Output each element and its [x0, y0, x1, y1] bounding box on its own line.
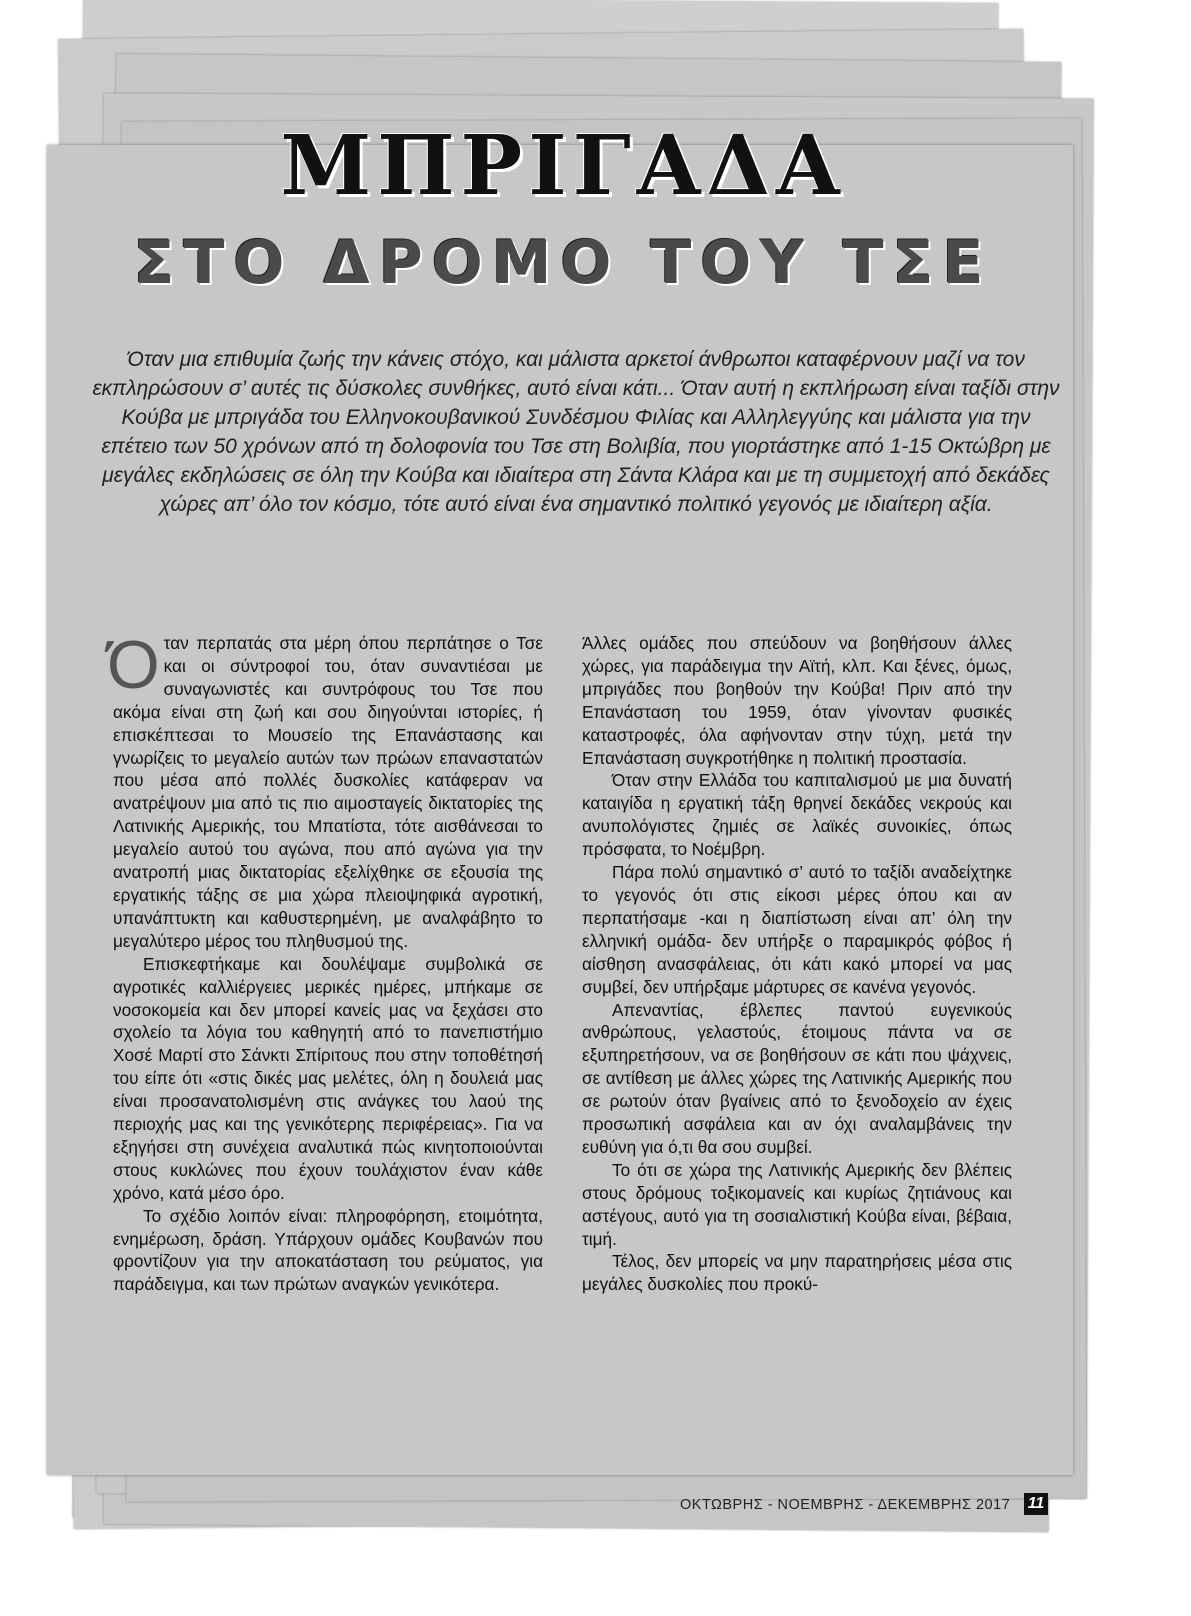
article-column-right [582, 632, 1012, 1296]
page-number: 11 [1024, 1493, 1048, 1515]
article-paragraph: Άλλες ομάδες που σπεύδουν να βοηθήσουν άλλες χώρες, για παράδειγμα την Αϊτή, κλπ. Και ξένες, όμως, μπριγάδες που βοηθούν την Κούβα! Πριν από την Επανάσταση του 1959, όταν γίνονταν φυσικές καταστροφές, όλα αφήνονταν στην τύχη, μετά την Επανάσταση συγκροτήθηκε η πολιτική προστασία. [582, 633, 1012, 768]
page-title: ΜΠΡΙΓΑΔΑ [280, 118, 846, 214]
article-paragraph [107, 627, 543, 953]
lead-paragraph: Όταν μια επιθυμία ζωής την κάνεις στόχο, και μάλιστα αρκετοί άνθρωποι καταφέρνουν μαζί να τον εκπληρώσουν σ’ αυτές τις δύσκολες συνθήκες, αυτό είναι κάτι... Όταν αυτή η εκπλήρωση είναι ταξίδι στην Κούβα με μπριγάδα του Ελληνοκουβανικού Συνδέσμου Φιλίας και Αλληλεγγύης και μάλιστα για την επέτειο των 50 χρόνων από τη δολοφονία του Τσε στη Βολιβία, που γιορτάστηκε από 1-15 Οκτώβρη με μεγάλες εκδηλώσεις σε όλη την Κούβα και ιδιαίτερα στη Σάντα Κλάρα και με τη συμμετοχή από δεκάδες χώρες απ’ όλο τον κόσμο, τότε αυτό είναι ένα σημαντικό πολιτικό γεγονός με ιδιαίτερη αξία. [92, 348, 1060, 516]
article-paragraph-text: ταν περπατάς στα μέρη όπου περπάτησε ο Τσε και οι σύντροφοί του, όταν συναντιέσαι με συναγωνιστές και συντρόφους του Τσε που ακόμα είναι στη ζωή και σου διηγούνται ιστορίες, ή επισκέπτεσαι το Μουσείο της Επανάστασης και γνωρίζεις το μεγαλείο αυτών των πρώων επαναστατών που μέσα από πολλές δυσκολίες κατάφεραν να ανατρέψουν μια από τις πιο αιμοσταγείς δικτατορίες της Λατινικής Αμερικής, του Μπατίστα, τότε αισθάνεσαι το μεγαλείο αυτού του αγώνα, που από αγώνα για την ανατροπή μιας δικτατορίας εξελίχθηκε σε εξουσία της εργατικής τάξης σε μια χώρα πλειοψηφικά αγροτική, υπανάπτυκτη και καθυστερημένη, με αναλφάβητο το μεγαλύτερο μέρος του πληθυσμού της. [113, 633, 543, 951]
article-paragraph: Επισκεφτήκαμε και δουλέψαμε συμβολικά σε αγροτικές καλλιέργειες μερικές ημέρες, μπήκαμε σε νοσοκομεία και δεν μπορεί κανείς μας να ξεχάσει στο σχολείο τα λόγια του καθηγητή από το πανεπιστήμιο Χοσέ Μαρτί στο Σάνκτι Σπίριτους που στην τοποθέτησή του είπε ότι «στις δικές μας μελέτες, όλη η δουλειά μας είναι προσανατολισμένη στις ανάγκες του λαού της περιοχής μας και της γενικότερης περιφέρειας». Για να εξηγήσει στη συνέχεια αναλυτικά πώς κινητοποιούνται στους κυκλώνες που έχουν τουλάχιστον έναν κάθε χρόνο, κατά μέσο όρο. [113, 953, 543, 1203]
article-paragraph: Απεναντίας, έβλεπες παντού ευγενικούς ανθρώπους, γελαστούς, έτοιμους πάντα να σε εξυπηρετήσουν, να σε βοηθήσουν σε κάτι που ψάχνεις, σε αντίθεση με άλλες χώρες της Λατινικής Αμερικής που σε ρωτούν όταν βγαίνεις από το ξενοδοχείο αν έχεις προσωπική ασφάλεια και αν όχι αναλαμβάνεις την ευθύνη για ό,τι θα σου συμβεί. [582, 999, 1012, 1157]
article-paragraph: Το σχέδιο λοιπόν είναι: πληροφόρηση, ετοιμότητα, ενημέρωση, δράση. Υπάρχουν ομάδες Κουβανών που φροντίζουν για την αποκατάσταση του ρεύματος, για παράδειγμα, και των πρώτων αναγκών γενικότερα. [113, 1205, 543, 1295]
issue-date: ΟΚΤΩΒΡΗΣ - ΝΟΕΜΒΡΗΣ - ΔΕΚΕΜΒΡΗΣ 2017 [680, 1497, 1011, 1513]
article-paragraph: Τέλος, δεν μπορείς να μην παρατηρήσεις μέσα στις μεγάλες δυσκολίες που προκύ- [582, 1251, 1012, 1295]
article-paragraph: Πάρα πολύ σημαντικό σ’ αυτό το ταξίδι αναδείχτηκε το γεγονός ότι στις είκοσι μέρες όπου και αν περπατήσαμε -και η διαπίστωση είναι απ’ όλη την ελληνική ομάδα- δεν υπήρξε ο παραμικρός φόβος ή αίσθηση ανασφάλειας, ότι κάτι κακό μπορεί να μας συμβεί, δεν υπήρξαμε μάρτυρες σε κανένα γεγονός. [582, 862, 1012, 997]
article-paragraph: Το ότι σε χώρα της Λατινικής Αμερικής δεν βλέπεις στους δρόμους τοξικομανείς και κυρίως ζητιάνους και αστέγους, αυτό για τη σοσιαλιστική Κούβα είναι, βέβαια, τιμή. [582, 1159, 1012, 1249]
drop-cap: Ό [107, 627, 160, 703]
article-column-left [107, 627, 543, 1296]
page-subtitle: ΣΤΟ ΔΡΟΜΟ ΤΟΥ ΤΣΕ [133, 228, 993, 298]
article-paragraph: Όταν στην Ελλάδα του καπιταλισμού με μια δυνατή καταιγίδα η εργατική τάξη θρηνεί δεκάδες νεκρούς και ανυπολόγιστες ζημιές σε λαϊκές συνοικίες, όπως πρόσφατα, το Νοέμβρη. [582, 770, 1012, 860]
